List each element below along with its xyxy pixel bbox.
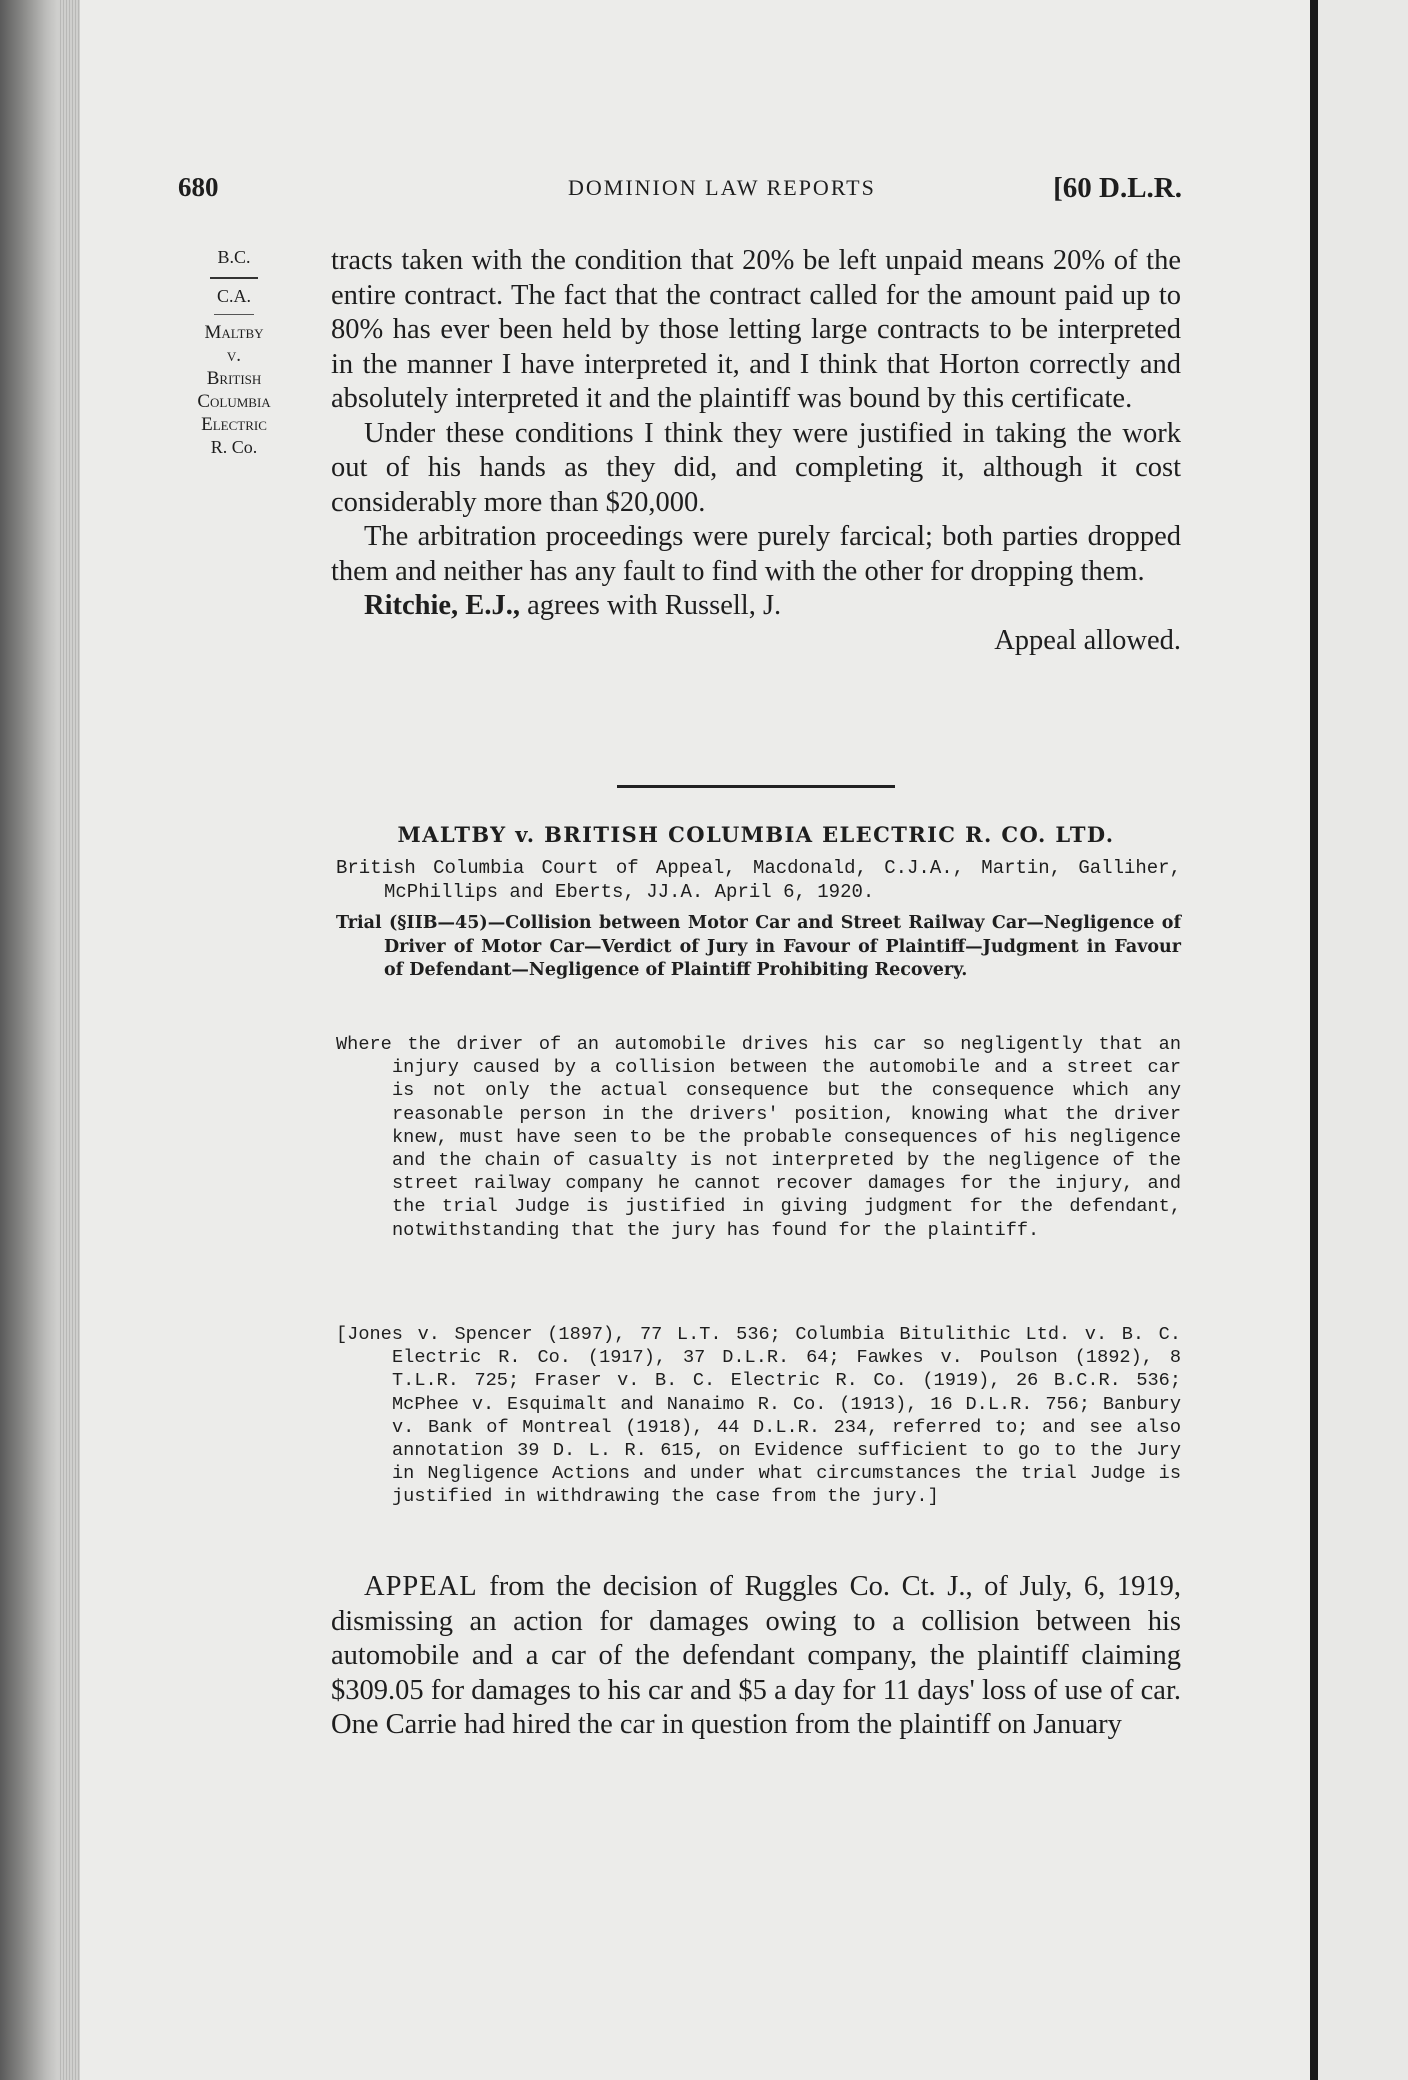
result-line: Appeal allowed. — [994, 624, 1181, 656]
running-head — [178, 172, 1182, 212]
appeal-body: from the decision of Ruggles Co. Ct. J., of July, 6, 1919, dismissing an action for damages owing to a collision between his automobile and a car of the defendant company, the plaintiff claiming $309.05 for damages to his car and $5 a day for 11 days' loss of use of car. One Carrie had hired the car in question from the plaintiff on January — [331, 1571, 1181, 1740]
appeal-paragraph — [331, 1570, 1181, 1743]
margin-province: B.C. — [217, 247, 251, 267]
headnote — [336, 1033, 1181, 1242]
appeal-lead: APPEAL — [364, 1571, 478, 1602]
case-title: MALTBY v. BRITISH COLUMBIA ELECTRIC R. CO. LTD. — [397, 822, 1115, 847]
paragraph: tracts taken with the condition that 20% be left unpaid means 20% of the entire contract. The fact that the contract called for the amount paid up to 80% has ever been held by those letting large contracts to be interpreted in the manner I have interpreted it, and I think that Horton correctly and absolutely interpreted it and the plaintiff was bound by this certificate. — [331, 245, 1181, 414]
margin-case-line: v. — [226, 345, 242, 366]
court-text: British Columbia Court of Appeal, Macdonald, C.J.A., Martin, Galliher, McPhillips and Eberts, JJ.A. April 6, 1920. — [336, 857, 1181, 903]
judgment-text — [331, 244, 1181, 658]
margin-case-line: R. Co. — [210, 437, 258, 457]
margin-case-note — [176, 246, 292, 459]
headnote-text: Where the driver of an automobile drives his car so negligently that an injury caused by a collision between the automobile and a street car is not only the actual consequence but the consequence which any reasonable person in the drivers' position, knowing what the driver knew, must have seen to be the probable consequences of his negligence and the chain of casualty is not interpreted by the negligence of the street railway company he cannot recover damages for the injury, and the trial Judge is justified in giving judgment for the defendant, notwithstanding that the jury has found for the plaintiff. — [336, 1034, 1181, 1241]
court-line — [336, 856, 1181, 904]
paragraph: Under these conditions I think they were justified in taking the work out of his hands as they did, and completing it, although it cost considerably more than $20,000. — [331, 417, 1181, 518]
book-gutter-left — [0, 0, 58, 2080]
volume-reference: [60 D.L.R. — [1053, 172, 1182, 204]
paragraph — [331, 1570, 1181, 1743]
journal-title: DOMINION LAW REPORTS — [568, 175, 876, 200]
facing-page — [1318, 0, 1408, 2080]
margin-court: C.A. — [216, 286, 251, 306]
headnote-topic — [336, 912, 1181, 983]
margin-rule — [214, 314, 254, 315]
page-number: 680 — [178, 172, 219, 202]
margin-rule — [210, 277, 258, 279]
citations — [336, 1323, 1181, 1509]
paragraph: The arbitration proceedings were purely farcical; both parties dropped them and neither has any fault to find with the other for dropping them. — [331, 521, 1181, 587]
section-divider — [617, 785, 895, 788]
topic-text: Trial (§IIB—45)—Collision between Motor Car and Street Railway Car—Negligence of Driver of Motor Car—Verdict of Jury in Favour of Plaintiff—Judgment in Favour of Defendant—Negligence of Plaintiff Prohibiting Recovery. — [336, 913, 1181, 980]
margin-case-line: Columbia — [197, 391, 271, 412]
book-gutter-right — [1310, 0, 1318, 2080]
concurrence-line — [331, 589, 1181, 624]
margin-case-line: British — [206, 368, 262, 389]
citations-text: [Jones v. Spencer (1897), 77 L.T. 536; Columbia Bitulithic Ltd. v. B. C. Electric R. Co. (1917), 37 D.L.R. 64; Fawkes v. Poulson (1892), 8 T.L.R. 725; Fraser v. B. C. Electric R. Co. (1919), 26 B.C.R. 536; McPhee v. Esquimalt and Nanaimo R. Co. (1913), 16 D.L.R. 756; Banbury v. Bank of Montreal (1918), 44 D.L.R. 234, referred to; and see also annotation 39 D. L. R. 615, on Evidence sufficient to go to the Jury in Negligence Actions and under what circumstances the trial Judge is justified in withdrawing the case from the jury.] — [336, 1324, 1181, 1508]
concurrence-text: agrees with Russell, J. — [519, 590, 782, 621]
margin-case-line: Maltby — [204, 322, 264, 343]
page-stack-edge — [58, 0, 80, 2080]
judge-name: Ritchie, E.J., — [364, 590, 520, 621]
margin-case-line: Electric — [201, 414, 267, 435]
